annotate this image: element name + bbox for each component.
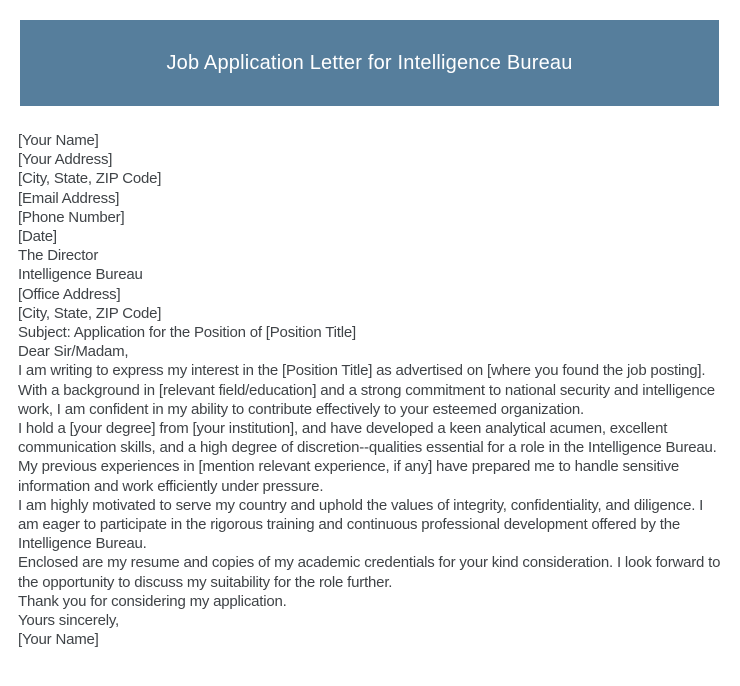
letter-body	[18, 131, 724, 649]
paragraph-qualifications: I hold a [your degree] from [your institution], and have developed a keen analytical acumen, excellent communication skills, and a high degree of discretion--qualities essential for a role in the Intelligence Bureau. My previous experiences in [mention relevant experience, if any] have prepared me to handle sensitive information and work efficiently under pressure.	[18, 420, 717, 495]
signoff: Yours sincerely,	[18, 612, 120, 630]
sender-line-city: [City, State, ZIP Code]	[18, 170, 162, 188]
paragraph-motivation: I am highly motivated to serve my country and uphold the values of integrity, confidentiality, and diligence. I am eager to participate in the rigorous training and continuous professional development offered by the Intelligence Bureau.	[18, 496, 704, 553]
recipient-line-organization: Intelligence Bureau	[18, 266, 143, 284]
recipient-line-office-address: [Office Address]	[18, 285, 121, 303]
subject-line: Subject: Application for the Position of [Position Title]	[18, 324, 356, 342]
recipient-line-city: [City, State, ZIP Code]	[18, 304, 162, 322]
sender-line-date: [Date]	[18, 228, 57, 246]
recipient-line-director: The Director	[18, 247, 99, 265]
signature: [Your Name]	[18, 631, 99, 649]
closing-line: Thank you for considering my application.	[18, 592, 287, 610]
paragraph-enclosures: Enclosed are my resume and copies of my academic credentials for your kind consideration. I look forward to the opportunity to discuss my suitability for the role further.	[18, 554, 721, 591]
salutation: Dear Sir/Madam,	[18, 343, 129, 361]
document-title: Job Application Letter for Intelligence Bureau	[166, 51, 573, 74]
document-title-banner	[20, 20, 719, 106]
sender-line-phone: [Phone Number]	[18, 208, 125, 226]
paragraph-introduction: I am writing to express my interest in the [Position Title] as advertised on [where you found the job posting]. With a background in [relevant field/education] and a strong commitment to national security and intelligence work, I am confident in my ability to contribute effectively to your esteemed organization.	[18, 362, 715, 418]
sender-line-name: [Your Name]	[18, 132, 99, 149]
sender-line-email: [Email Address]	[18, 189, 120, 207]
sender-line-address: [Your Address]	[18, 151, 113, 169]
